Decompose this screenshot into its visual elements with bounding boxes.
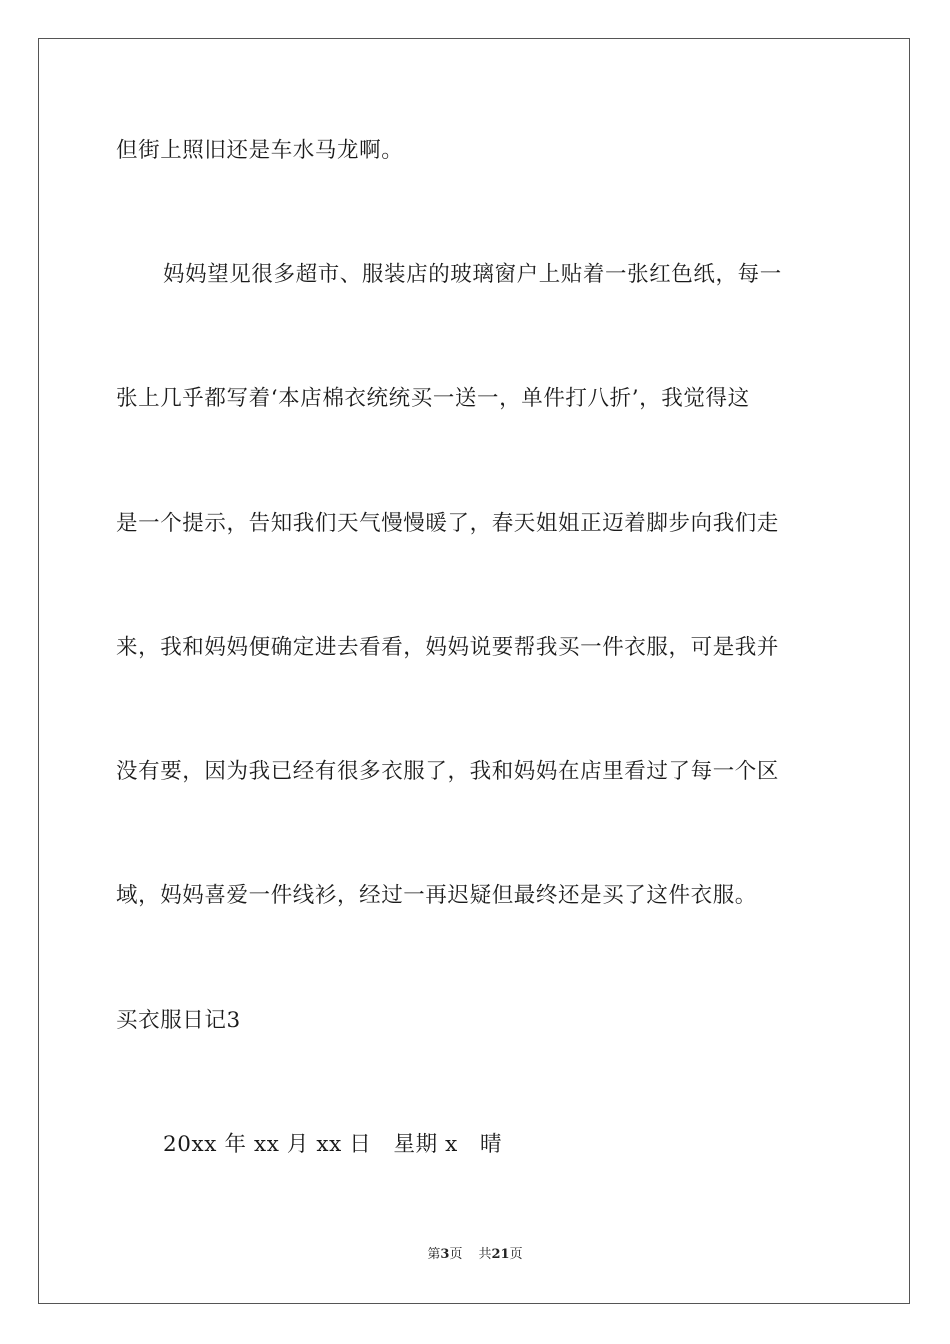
paragraph-line: 没有要，因为我已经有很多衣服了，我和妈妈在店里看过了每一个区 xyxy=(116,759,780,784)
total-suffix: 页 xyxy=(509,1247,523,1262)
date-line: 20xx 年 xx 月 xx 日 星期 x 晴 xyxy=(163,1132,503,1157)
page-prefix: 第 xyxy=(427,1247,441,1262)
paragraph-line: 但街上照旧还是车水马龙啊。 xyxy=(116,138,404,163)
paragraph-line: 张上几乎都写着‘本店棉衣统统买一送一，单件打八折’，我觉得这 xyxy=(116,386,750,411)
paragraph-line: 是一个提示，告知我们天气慢慢暖了，春天姐姐正迈着脚步向我们走 xyxy=(116,511,780,536)
paragraph-line: 域，妈妈喜爱一件线衫，经过一再迟疑但最终还是买了这件衣服。 xyxy=(116,883,757,908)
paragraph-line: 妈妈望见很多超市、服装店的玻璃窗户上贴着一张红色纸，每一 xyxy=(163,262,782,287)
total-prefix: 共 xyxy=(478,1247,492,1262)
page-number: 3 xyxy=(440,1247,450,1262)
section-title: 买衣服日记3 xyxy=(116,1008,241,1033)
page-border xyxy=(38,38,910,1304)
page-footer xyxy=(0,1246,950,1264)
total-pages: 21 xyxy=(491,1247,510,1262)
page-suffix: 页 xyxy=(449,1247,463,1262)
paragraph-line: 来，我和妈妈便确定进去看看，妈妈说要帮我买一件衣服，可是我并 xyxy=(116,635,780,660)
